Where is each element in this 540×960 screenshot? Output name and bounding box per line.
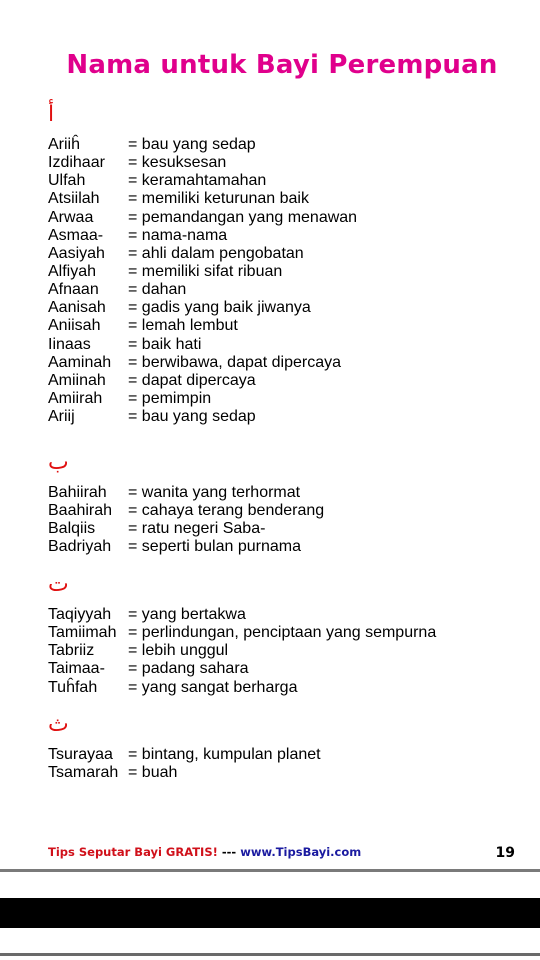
baby-name: Tamiimah (48, 624, 117, 642)
page-footer (48, 845, 361, 859)
baby-name: Baahirah (48, 502, 113, 520)
section-letter: ب (48, 450, 69, 475)
baby-name: Iinaas (48, 335, 91, 353)
list-item (48, 520, 324, 538)
section-ba (48, 448, 324, 557)
baby-name: Balqiis (48, 520, 96, 538)
name-meaning: = yang bertakwa (128, 606, 246, 623)
footer-tips-text: Tips Seputar Bayi GRATIS! (48, 845, 218, 859)
name-meaning: = nama-nama (128, 226, 228, 244)
list-item (48, 336, 357, 354)
section-letter: ث (48, 712, 69, 737)
list-item (48, 281, 357, 299)
baby-name: Tuĥfah (48, 678, 98, 696)
list-item (48, 136, 357, 154)
name-meaning: = lemah lembut (128, 317, 238, 335)
name-meaning: = padang sahara (128, 660, 249, 678)
name-meaning: = cahaya terang benderang (128, 502, 325, 520)
list-item (48, 390, 357, 408)
baby-name: Tsurayaa (48, 746, 113, 763)
list-item (48, 209, 357, 227)
name-meaning: = bau yang sedap (128, 136, 256, 153)
name-meaning: = baik hati (128, 335, 202, 353)
page-number: 19 (495, 845, 515, 861)
baby-name: Aniisah (48, 317, 101, 335)
name-list (48, 484, 324, 557)
baby-name: Badriyah (48, 538, 112, 556)
page-title: Nama untuk Bayi Perempuan (66, 50, 498, 80)
name-meaning: = seperti bulan purnama (128, 538, 301, 556)
name-meaning: = yang sangat berharga (128, 678, 298, 696)
list-item (48, 245, 357, 263)
name-meaning: = ratu negeri Saba- (128, 520, 266, 538)
section-ta (48, 570, 436, 697)
list-item (48, 299, 357, 317)
viewer-gap-bar (0, 898, 540, 928)
list-item (48, 354, 357, 372)
list-item (48, 190, 357, 208)
page-divider (0, 953, 540, 956)
baby-name: Ariiĥ (48, 136, 81, 153)
name-list (48, 606, 436, 697)
list-item (48, 227, 357, 245)
name-meaning: = wanita yang terhormat (128, 484, 301, 501)
list-item (48, 624, 436, 642)
list-item (48, 679, 436, 697)
footer-separator: --- (217, 845, 241, 859)
baby-name: Aasiyah (48, 244, 105, 262)
baby-name: Aaminah (48, 353, 112, 371)
name-meaning: = berwibawa, dapat dipercaya (128, 353, 342, 371)
list-item (48, 746, 321, 764)
list-item (48, 317, 357, 335)
section-letter: أ (48, 102, 55, 127)
list-item (48, 408, 357, 426)
baby-name: Bahiirah (48, 484, 107, 501)
baby-name: Taqiyyah (48, 606, 112, 623)
list-item (48, 172, 357, 190)
list-item (48, 263, 357, 281)
baby-name: Taimaa- (48, 660, 105, 678)
name-meaning: = buah (128, 764, 178, 782)
baby-name: Arwaa (48, 208, 94, 226)
section-letter: ت (48, 572, 69, 597)
name-list (48, 136, 357, 426)
baby-name: Ariij (48, 408, 75, 426)
section-tsa (48, 710, 321, 782)
baby-name: Alfiyah (48, 262, 97, 280)
list-item (48, 642, 436, 660)
name-meaning: = pemimpin (128, 389, 212, 407)
baby-name: Ulfah (48, 172, 86, 190)
baby-name: Tsamarah (48, 764, 119, 782)
list-item (48, 606, 436, 624)
name-meaning: = keramahtamahan (128, 172, 267, 190)
section-alif (48, 100, 357, 426)
name-meaning: = lebih unggul (128, 642, 229, 660)
baby-name: Amiinah (48, 371, 106, 389)
name-meaning: = dapat dipercaya (128, 371, 256, 389)
name-list (48, 746, 321, 782)
baby-name: Amiirah (48, 389, 103, 407)
name-meaning: = dahan (128, 281, 187, 299)
list-item (48, 372, 357, 390)
list-item (48, 154, 357, 172)
name-meaning: = bintang, kumpulan planet (128, 746, 321, 763)
baby-name: Afnaan (48, 281, 99, 299)
list-item (48, 502, 324, 520)
list-item (48, 764, 321, 782)
baby-name: Aanisah (48, 299, 106, 317)
list-item (48, 484, 324, 502)
list-item (48, 660, 436, 678)
baby-name: Atsiilah (48, 190, 100, 208)
list-item (48, 538, 324, 556)
page-divider (0, 869, 540, 872)
name-meaning: = memiliki sifat ribuan (128, 262, 283, 280)
name-meaning: = perlindungan, penciptaan yang sempurna (128, 624, 437, 642)
name-meaning: = gadis yang baik jiwanya (128, 299, 311, 317)
baby-name: Izdihaar (48, 154, 105, 172)
baby-name: Asmaa- (48, 226, 104, 244)
name-meaning: = pemandangan yang menawan (128, 208, 358, 226)
name-meaning: = memiliki keturunan baik (128, 190, 309, 208)
name-meaning: = bau yang sedap (128, 408, 256, 426)
name-meaning: = ahli dalam pengobatan (128, 244, 304, 262)
name-meaning: = kesuksesan (128, 154, 227, 172)
footer-website-link[interactable]: www.TipsBayi.com (240, 845, 362, 859)
baby-name: Tabriiz (48, 642, 95, 660)
